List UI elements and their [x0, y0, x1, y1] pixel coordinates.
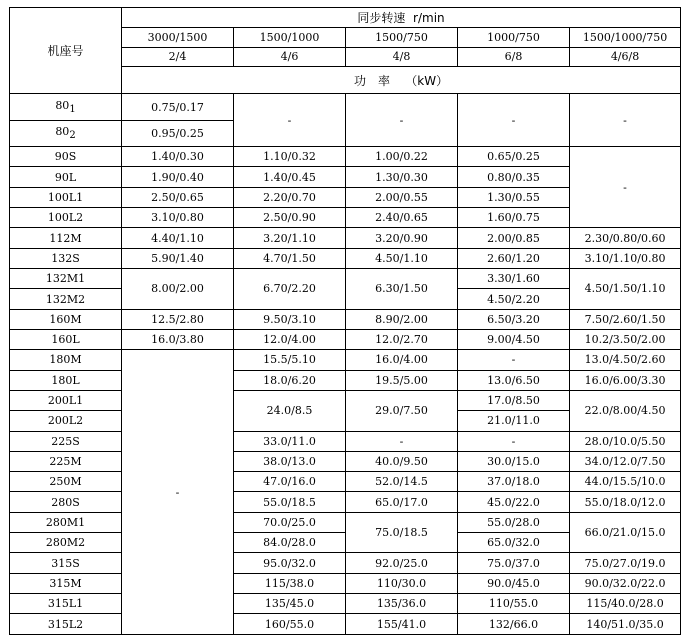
value-cell: 2.40/0.65: [346, 208, 458, 228]
value-cell: 21.0/11.0: [458, 411, 570, 431]
value-cell: 34.0/12.0/7.50: [570, 451, 681, 471]
value-cell: 90.0/45.0: [458, 573, 570, 593]
value-cell: 132/66.0: [458, 614, 570, 635]
value-cell: 110/55.0: [458, 594, 570, 614]
speed-col-3: 1500/750: [346, 28, 458, 47]
value-cell: 2.00/0.55: [346, 187, 458, 207]
frame-cell: 280M1: [10, 512, 122, 532]
frame-cell: 100L2: [10, 208, 122, 228]
poles-col-2: 4/6: [234, 47, 346, 66]
value-cell: 70.0/25.0: [234, 512, 346, 532]
value-cell: 135/36.0: [346, 594, 458, 614]
value-cell: 16.0/6.00/3.30: [570, 370, 681, 390]
value-cell: 6.30/1.50: [346, 269, 458, 310]
value-cell: 65.0/17.0: [346, 492, 458, 512]
table-row: [10, 147, 681, 167]
value-cell: 1.90/0.40: [122, 167, 234, 187]
table-row: [10, 492, 681, 512]
value-cell: -: [458, 350, 570, 370]
table-row: [10, 614, 681, 635]
frame-cell: 801: [10, 94, 122, 120]
value-cell: 75.0/18.5: [346, 512, 458, 553]
value-cell: 17.0/8.50: [458, 390, 570, 410]
value-cell: 135/45.0: [234, 594, 346, 614]
frame-cell: 90S: [10, 147, 122, 167]
value-cell: 0.80/0.35: [458, 167, 570, 187]
frame-cell: 225M: [10, 451, 122, 471]
value-cell: 55.0/28.0: [458, 512, 570, 532]
frame-cell: 315L1: [10, 594, 122, 614]
value-cell: 55.0/18.5: [234, 492, 346, 512]
empty-cell: -: [570, 94, 681, 147]
value-cell: 3.10/0.80: [122, 208, 234, 228]
poles-col-1: 2/4: [122, 47, 234, 66]
value-cell: 28.0/10.0/5.50: [570, 431, 681, 451]
value-cell: 38.0/13.0: [234, 451, 346, 471]
frame-cell: 100L1: [10, 187, 122, 207]
motor-power-table: [9, 7, 681, 635]
value-cell: 2.60/1.20: [458, 248, 570, 268]
value-cell: 9.00/4.50: [458, 329, 570, 349]
table-row: [10, 553, 681, 573]
value-cell: 1.30/0.55: [458, 187, 570, 207]
table-row: [10, 451, 681, 471]
value-cell: 2.00/0.85: [458, 228, 570, 248]
value-cell: 24.0/8.5: [234, 390, 346, 431]
table-row: [10, 512, 681, 532]
table-row: [10, 431, 681, 451]
empty-cell: -: [458, 94, 570, 147]
value-cell: 1.40/0.45: [234, 167, 346, 187]
table-row: [10, 370, 681, 390]
frame-cell: 132M2: [10, 289, 122, 309]
table-row: [10, 309, 681, 329]
value-cell: 0.75/0.17: [122, 94, 234, 120]
frame-cell: 802: [10, 120, 122, 146]
table-row: [10, 228, 681, 248]
value-cell: 3.20/0.90: [346, 228, 458, 248]
empty-cell: -: [122, 350, 234, 635]
speed-col-1: 3000/1500: [122, 28, 234, 47]
value-cell: -: [346, 431, 458, 451]
frame-cell: 132M1: [10, 269, 122, 289]
value-cell: 2.50/0.65: [122, 187, 234, 207]
value-cell: 84.0/28.0: [234, 533, 346, 553]
value-cell: 3.30/1.60: [458, 269, 570, 289]
value-cell: 12.0/4.00: [234, 329, 346, 349]
value-cell: 115/38.0: [234, 573, 346, 593]
value-cell: 66.0/21.0/15.0: [570, 512, 681, 553]
value-cell: 0.65/0.25: [458, 147, 570, 167]
sync-speed-label: 同步转速: [357, 11, 406, 26]
speed-unit: r/min: [413, 11, 445, 26]
sync-speed-header: [122, 8, 681, 28]
empty-cell: -: [570, 147, 681, 228]
table-row: [10, 573, 681, 593]
value-cell: 4.40/1.10: [122, 228, 234, 248]
value-cell: 140/51.0/35.0: [570, 614, 681, 635]
value-cell: 52.0/14.5: [346, 472, 458, 492]
value-cell: 5.90/1.40: [122, 248, 234, 268]
value-cell: 7.50/2.60/1.50: [570, 309, 681, 329]
frame-cell: 180M: [10, 350, 122, 370]
value-cell: 3.10/1.10/0.80: [570, 248, 681, 268]
value-cell: 47.0/16.0: [234, 472, 346, 492]
frame-cell: 160L: [10, 329, 122, 349]
value-cell: 22.0/8.00/4.50: [570, 390, 681, 431]
table-row: [10, 269, 681, 289]
frame-cell: 280S: [10, 492, 122, 512]
value-cell: 2.20/0.70: [234, 187, 346, 207]
value-cell: 8.00/2.00: [122, 269, 234, 310]
table-row: [10, 329, 681, 349]
frame-cell: 160M: [10, 309, 122, 329]
frame-cell: 250M: [10, 472, 122, 492]
frame-cell: 200L2: [10, 411, 122, 431]
value-cell: 4.50/1.50/1.10: [570, 269, 681, 310]
value-cell: 6.50/3.20: [458, 309, 570, 329]
empty-cell: -: [234, 94, 346, 147]
value-cell: 13.0/6.50: [458, 370, 570, 390]
value-cell: 0.95/0.25: [122, 120, 234, 146]
value-cell: 95.0/32.0: [234, 553, 346, 573]
value-cell: 16.0/3.80: [122, 329, 234, 349]
value-cell: 2.30/0.80/0.60: [570, 228, 681, 248]
value-cell: -: [458, 431, 570, 451]
value-cell: 75.0/27.0/19.0: [570, 553, 681, 573]
speed-col-5: 1500/1000/750: [570, 28, 681, 47]
value-cell: 110/30.0: [346, 573, 458, 593]
frame-cell: 90L: [10, 167, 122, 187]
poles-col-4: 6/8: [458, 47, 570, 66]
value-cell: 4.70/1.50: [234, 248, 346, 268]
value-cell: 29.0/7.50: [346, 390, 458, 431]
value-cell: 90.0/32.0/22.0: [570, 573, 681, 593]
value-cell: 16.0/4.00: [346, 350, 458, 370]
power-header: [122, 66, 681, 93]
empty-cell: -: [346, 94, 458, 147]
table-row: [10, 472, 681, 492]
value-cell: 30.0/15.0: [458, 451, 570, 471]
frame-size-header: 机座号: [10, 8, 122, 94]
frame-cell: 225S: [10, 431, 122, 451]
value-cell: 1.00/0.22: [346, 147, 458, 167]
poles-col-3: 4/8: [346, 47, 458, 66]
value-cell: 15.5/5.10: [234, 350, 346, 370]
value-cell: 1.40/0.30: [122, 147, 234, 167]
frame-cell: 315L2: [10, 614, 122, 635]
value-cell: 160/55.0: [234, 614, 346, 635]
value-cell: 92.0/25.0: [346, 553, 458, 573]
frame-cell: 315M: [10, 573, 122, 593]
power-label: 功 率: [353, 73, 390, 88]
value-cell: 3.20/1.10: [234, 228, 346, 248]
value-cell: 40.0/9.50: [346, 451, 458, 471]
frame-cell: 132S: [10, 248, 122, 268]
frame-cell: 280M2: [10, 533, 122, 553]
value-cell: 55.0/18.0/12.0: [570, 492, 681, 512]
speed-col-4: 1000/750: [458, 28, 570, 47]
value-cell: 9.50/3.10: [234, 309, 346, 329]
value-cell: 1.10/0.32: [234, 147, 346, 167]
value-cell: 13.0/4.50/2.60: [570, 350, 681, 370]
value-cell: 1.30/0.30: [346, 167, 458, 187]
value-cell: 115/40.0/28.0: [570, 594, 681, 614]
frame-cell: 112M: [10, 228, 122, 248]
value-cell: 37.0/18.0: [458, 472, 570, 492]
frame-cell: 200L1: [10, 390, 122, 410]
table-row: [10, 350, 681, 370]
value-cell: 12.5/2.80: [122, 309, 234, 329]
value-cell: 2.50/0.90: [234, 208, 346, 228]
value-cell: 65.0/32.0: [458, 533, 570, 553]
value-cell: 12.0/2.70: [346, 329, 458, 349]
value-cell: 4.50/1.10: [346, 248, 458, 268]
value-cell: 8.90/2.00: [346, 309, 458, 329]
table-row: [10, 94, 681, 120]
value-cell: 155/41.0: [346, 614, 458, 635]
poles-col-5: 4/6/8: [570, 47, 681, 66]
value-cell: 19.5/5.00: [346, 370, 458, 390]
value-cell: 45.0/22.0: [458, 492, 570, 512]
speed-col-2: 1500/1000: [234, 28, 346, 47]
value-cell: 18.0/6.20: [234, 370, 346, 390]
value-cell: 10.2/3.50/2.00: [570, 329, 681, 349]
value-cell: 1.60/0.75: [458, 208, 570, 228]
value-cell: 75.0/37.0: [458, 553, 570, 573]
value-cell: 4.50/2.20: [458, 289, 570, 309]
table-row: [10, 594, 681, 614]
value-cell: 6.70/2.20: [234, 269, 346, 310]
table-row: [10, 390, 681, 410]
power-unit: （kW）: [405, 73, 449, 88]
value-cell: 44.0/15.5/10.0: [570, 472, 681, 492]
value-cell: 33.0/11.0: [234, 431, 346, 451]
table-row: [10, 248, 681, 268]
frame-cell: 180L: [10, 370, 122, 390]
frame-cell: 315S: [10, 553, 122, 573]
